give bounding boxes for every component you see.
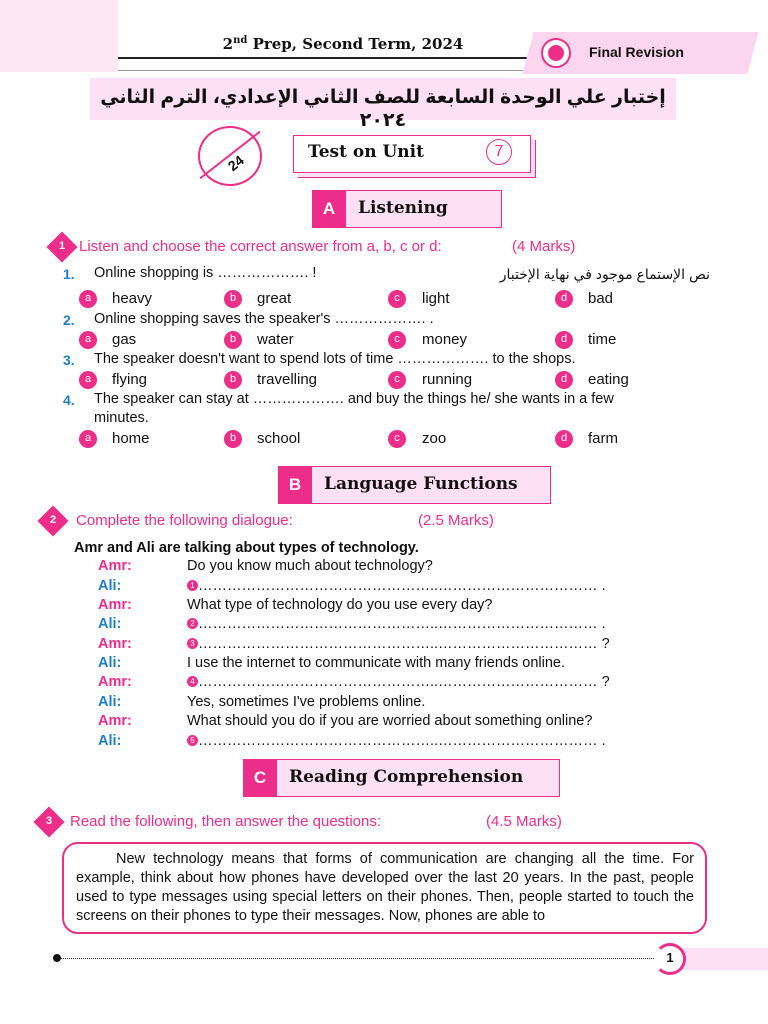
option-text[interactable]: gas	[112, 331, 137, 348]
option-letter-c: c	[388, 371, 406, 389]
speaker-label: Ali:	[98, 616, 122, 632]
section-b-letter: B	[278, 466, 312, 504]
dialogue-line: What should you do if you are worried about something online?	[187, 713, 593, 729]
dialogue-blank-1[interactable]: 1 …………………………………………..…………………………… .	[187, 578, 606, 594]
reading-passage: New technology means that forms of communication are changing all the time. For example, think about how phones have developed over the last 20 years. In the past, people used to type messages using special letters on their phones. Then, people started to touch the screens on their phones to type their messages. Now, phones are able to	[76, 851, 694, 924]
item-number: 4.	[63, 392, 75, 408]
speaker-label: Ali:	[98, 578, 122, 594]
section-c-title: Reading Comprehension	[289, 767, 524, 787]
option-text[interactable]: running	[422, 371, 473, 388]
option-letter-a: a	[79, 430, 97, 448]
option-text[interactable]: eating	[588, 371, 629, 388]
question-1-marks: (4 Marks)	[512, 238, 576, 255]
option-text[interactable]: bad	[588, 290, 614, 307]
option-text[interactable]: school	[257, 430, 301, 447]
option-text[interactable]: water	[257, 331, 294, 348]
option-text[interactable]: flying	[112, 371, 148, 388]
speaker-label: Ali:	[98, 694, 122, 710]
item-text: The speaker can stay at ………………. and buy the things he/ she wants in a few	[94, 391, 614, 407]
option-letter-b: b	[224, 331, 242, 349]
section-a-title: Listening	[358, 198, 448, 218]
footer-dot	[53, 954, 61, 962]
question-1-number: 1	[58, 240, 66, 252]
unit-number: 7	[486, 139, 512, 165]
option-text[interactable]: farm	[588, 430, 618, 447]
dialogue-line: Yes, sometimes I've problems online.	[187, 694, 426, 710]
option-text[interactable]: home	[112, 430, 150, 447]
speaker-label: Ali:	[98, 733, 122, 749]
dialogue-blank-5[interactable]: 5 …………………………………………..…………………………… .	[187, 733, 606, 749]
footer-rule	[58, 958, 658, 959]
option-letter-a: a	[79, 331, 97, 349]
test-number: 24	[224, 151, 247, 175]
dialogue-line: What type of technology do you use every day?	[187, 597, 493, 613]
option-letter-c: c	[388, 290, 406, 308]
section-a-letter: A	[312, 190, 346, 228]
option-letter-b: b	[224, 290, 242, 308]
dialogue-blank-2[interactable]: 2 …………………………………………..…………………………… .	[187, 616, 606, 632]
question-2-instruction: Complete the following dialogue:	[76, 512, 293, 529]
footer-tab	[676, 948, 768, 970]
dialogue-line: I use the internet to communicate with many friends online.	[187, 655, 565, 671]
option-letter-d: d	[555, 430, 573, 448]
option-letter-b: b	[224, 371, 242, 389]
speaker-label: Amr:	[98, 597, 132, 613]
option-text[interactable]: travelling	[257, 371, 318, 388]
option-text[interactable]: great	[257, 290, 292, 307]
item-text: Online shopping is ………………. !	[94, 265, 317, 281]
corner-decoration	[0, 0, 118, 72]
speaker-label: Amr:	[98, 558, 132, 574]
option-letter-b: b	[224, 430, 242, 448]
dialogue-line: Do you know much about technology?	[187, 558, 433, 574]
item-text-continued: minutes.	[94, 410, 149, 426]
item-number: 3.	[63, 352, 75, 368]
option-text[interactable]: money	[422, 331, 468, 348]
section-c-letter: C	[243, 759, 277, 797]
question-3-number: 3	[45, 815, 53, 827]
final-revision-label: Final Revision	[589, 44, 684, 60]
unit-title: Test on Unit	[308, 142, 424, 162]
section-b-title: Language Functions	[324, 474, 518, 494]
listening-script-note: نص الإستماع موجود في نهاية الإختبار	[499, 266, 710, 282]
option-letter-c: c	[388, 331, 406, 349]
question-1-instruction: Listen and choose the correct answer from a, b, c or d:	[79, 238, 442, 255]
header-rule-thin	[118, 70, 528, 71]
option-letter-d: d	[555, 290, 573, 308]
speaker-label: Amr:	[98, 636, 132, 652]
page-header-title: 2nd Prep, Second Term, 2024	[222, 35, 464, 53]
option-letter-a: a	[79, 371, 97, 389]
option-letter-d: d	[555, 371, 573, 389]
item-number: 1.	[63, 266, 75, 282]
option-letter-a: a	[79, 290, 97, 308]
item-number: 2.	[63, 312, 75, 328]
header-rule	[118, 57, 528, 59]
question-2-marks: (2.5 Marks)	[418, 512, 494, 529]
item-text: The speaker doesn't want to spend lots of time ………………. to the shops.	[94, 351, 576, 367]
option-letter-c: c	[388, 430, 406, 448]
option-text[interactable]: zoo	[422, 430, 447, 447]
speaker-label: Amr:	[98, 713, 132, 729]
target-icon-center	[548, 45, 564, 61]
option-text[interactable]: heavy	[112, 290, 153, 307]
question-3-instruction: Read the following, then answer the questions:	[70, 813, 382, 830]
arabic-title: إختبار علي الوحدة السابعة للصف الثاني الإعدادي، الترم الثاني ٢٠٢٤	[100, 87, 666, 131]
dialogue-intro: Amr and Ali are talking about types of technology.	[74, 540, 419, 556]
item-text: Online shopping saves the speaker's ………………. .	[94, 311, 434, 327]
question-3-marks: (4.5 Marks)	[486, 813, 562, 830]
option-letter-d: d	[555, 331, 573, 349]
dialogue-blank-3[interactable]: 3 …………………………………………..…………………………… ?	[187, 636, 610, 652]
page-number: 1	[666, 950, 674, 965]
speaker-label: Amr:	[98, 674, 132, 690]
dialogue-blank-4[interactable]: 4 …………………………………………..…………………………… ?	[187, 674, 610, 690]
speaker-label: Ali:	[98, 655, 122, 671]
option-text[interactable]: light	[422, 290, 450, 307]
option-text[interactable]: time	[588, 331, 617, 348]
question-2-number: 2	[49, 514, 57, 526]
